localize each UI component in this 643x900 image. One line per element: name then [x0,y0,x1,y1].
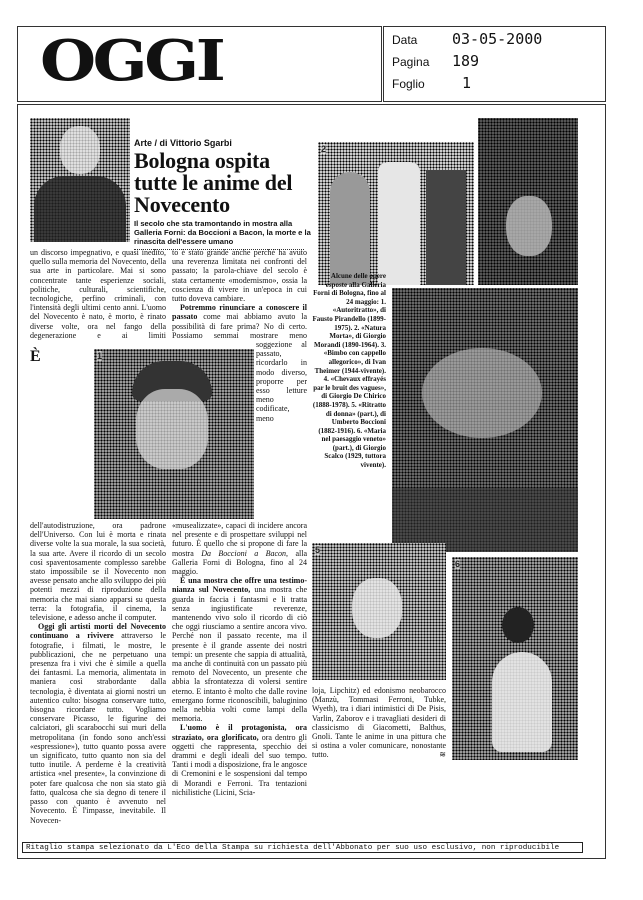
body-text: passato, ricordarlo in modo diverso, proporre per esso letture meno codificate, meno «musealizzate», capaci di incidere ancora nel presente e di prospettare sviluppi nel futuro. È quello che si propone di fare la mostra [172,349,307,558]
figure-number: 2 [321,144,327,154]
figure-number: 1 [97,351,103,361]
figure-sculpture [478,118,578,285]
body-text: un discorso impegnativo, e quasi inedito, quello sulla memoria del Novecento, della sua arte in particolare. Mai si sono concentrate tante esperienze sociali, politiche, culturali, scientifiche, tecnologiche, perfino criminali, con l'intensità degli ultimi cento anni. L'uomo del Novecento è nato, è morto, è rinato diverse volte, ora nel fango della degenerazione e ai limiti dell'autodistruzione, [30,248,166,530]
column-3 [312,686,446,760]
body-text: attraverso le fotografie, i filmati, le mostre, le pubblicazioni, che ne perpetuano una presenza fra i vivi che è simile a quella dei fantasmi. La memoria, alimentata in maniera così strabordante dalla tecnologia, è diventata ai giorni nostri un autentico culto: bisogna conservare tutto, bisogna ricordare tutto. Vogliamo conservare Picasso, le figurine dei calciatori, gli scarabocchi sui muri della metropolitana (in fondo sono anch'essi «espressione»), tutto quanto possa avere un significato, tutto quanto non sia del tutto inutile. A perderne è la creatività artistica «nel presente», la convinzione di poter fare qualcosa che non sia stato già fatto, qualcosa che sia degno di tenere il passo con quanto è avvenuto nel Novecento. È l'impasse, inevitabile. Il Novecen- [30,631,166,825]
body-bold-lead: È una mostra che offre una testimo- [180,576,307,586]
author-photo [30,118,130,242]
figure-maria-landscape [452,557,578,760]
oggi-logo: OGGI [40,28,223,94]
figure-caption: Alcune delle opere esposte alla Galleria Forni di Bologna, fino al 24 maggio: 1. «Autoritratto», di Fausto Pirandello (1899-1975). 2. «Natura Morta», di Giorgio Morandi (1890-1964). 3. «Bimbo con cappello allegorico», di Ivan Theimer (1944-vivente). 4. «Chevaux effrayés par le bruit des vagues», di Giorgio De Chirico (1888-1978). 5. «Ritratto di donna» (part.), di Umberto Boccioni (1882-1916). 6. «Maria nel paesaggio veneto» (part.), di Giorgio Scalco (1929, tuttora vivente). [312,272,386,470]
body-text: come mai abbiamo avuto la possibilità di fare prima? No di certo. Possiamo semmai mostrare meno soggezione al [172,312,307,350]
press-clipping-notice: Ritaglio stampa selezionato da L'Eco della Stampa su richiesta dell'Abbonato per suo uso esclusivo, non riproducibile [22,842,583,853]
page-value: 189 [452,52,480,70]
article-headline: Bologna ospita tutte le anime del Novecento [134,148,293,217]
exhibition-title: Da Boccioni a Bacon [201,548,287,558]
figure-woman-portrait [312,543,446,680]
article-kicker: Arte / di Vittorio Sgarbi [134,138,232,148]
figure-number: 5 [315,545,321,555]
end-mark: ≋ [439,750,446,760]
body-text: to è stato grande anche perché ha avuto una reverenza limitata nei confronti del passato; la parola-chiave del secolo è stata certamente «modernismo», ossia la coscienza di vivere in un'epoca in cui tutto doveva cambiare. [172,248,307,304]
portrait-spacer [172,349,256,521]
drop-cap: È [30,348,41,365]
figure-number: 6 [455,559,461,569]
body-text: loja, Lipchitz) ed edonismo neobarocco (Manzù, Tommasi Ferroni, Tubke, Wyeth), tra i diari intimistici di De Pisis, Varlin, Zaborov e i travagliati desideri di classicismo di Giacometti, Balthus, Gnoli. Tante le anime in una pittura che si ostina a voler comunicare, nonostante tutto. [312,686,446,760]
body-bold-lead: Potremmo rinunciare a conoscere il passato [172,303,307,322]
masthead [17,26,382,102]
body-text: , alla Galleria Forni di Bologna, fino al 24 maggio. [172,548,307,577]
column-2 [172,248,307,797]
body-bold-lead: L'uomo è il protagonista, ora straziato, ora glorificato, [172,723,307,742]
date-label: Data [392,33,418,47]
page-label: Pagina [392,55,430,69]
sheet-value: 1 [462,74,472,92]
body-text: una mostra che guarda in faccia i fantasmi e li tratta senza ingiustificate reverenze, mantenendo vivo solo il ricordo di ciò che oggi riusciamo a sentire ancora vivo. Perché non il passato recente, ma il presente è il grande assente dei nostri tempi: un presente che sappia di attualità, ma anche di continuità con un passato più remoto del Novecento, un presente che abbia la sfrontatezza di volersi sentire eterno. E intanto è molto che dalle rovine emergano forme riconoscibili, baluginino nella nebbia volti come lampi della memoria. [172,585,307,724]
clip-metadata [383,26,606,102]
figure-still-life [318,142,474,285]
page-row [392,52,480,70]
portrait-spacer [92,349,166,521]
column-1 [30,248,166,825]
figure-horses-painting [392,288,578,552]
body-bold-lead: Oggi gli artisti morti del Novecento continuano a rivivere [30,622,166,641]
sheet-row [392,74,472,92]
date-value: 03-05-2000 [452,30,543,48]
body-text: adesso anche il computer. [74,613,157,623]
body-text: ora padrone dell'Universo. Con lui è morta e rinata diverse volte la sua morale, la sua società, la sua arte. Avere il ricordo di un secolo così spaventosamente complesso sarebbe stato impossibile se il Novecento non avesse pensato anche allo sviluppo dei più potenti mezzi di riproduzione della memoria che mai siano apparsi su questa terra: la fotografia, il cinema, la televisione, e [30,521,166,623]
article-deck: Il secolo che sta tramontando in mostra alla Galleria Forni: da Boccioni a Bacon, la morte e la rinascita dell'essere umano [134,219,311,246]
date-row [392,30,543,48]
body-bold-lead: nianza sul Novecento, [172,585,251,595]
title-block [134,138,314,250]
body-text: ora dentro gli oggetti che rappresenta, specchio dei drammi e degli ideali del suo tempo. Tanti i modi a disposizione, fra le angosce di Cremonini e le sospensioni dal tempo di Morandi e Ferroni. Tra tentazioni nichilistiche (Licini, Scia- [172,732,307,797]
sheet-label: Foglio [392,77,425,91]
